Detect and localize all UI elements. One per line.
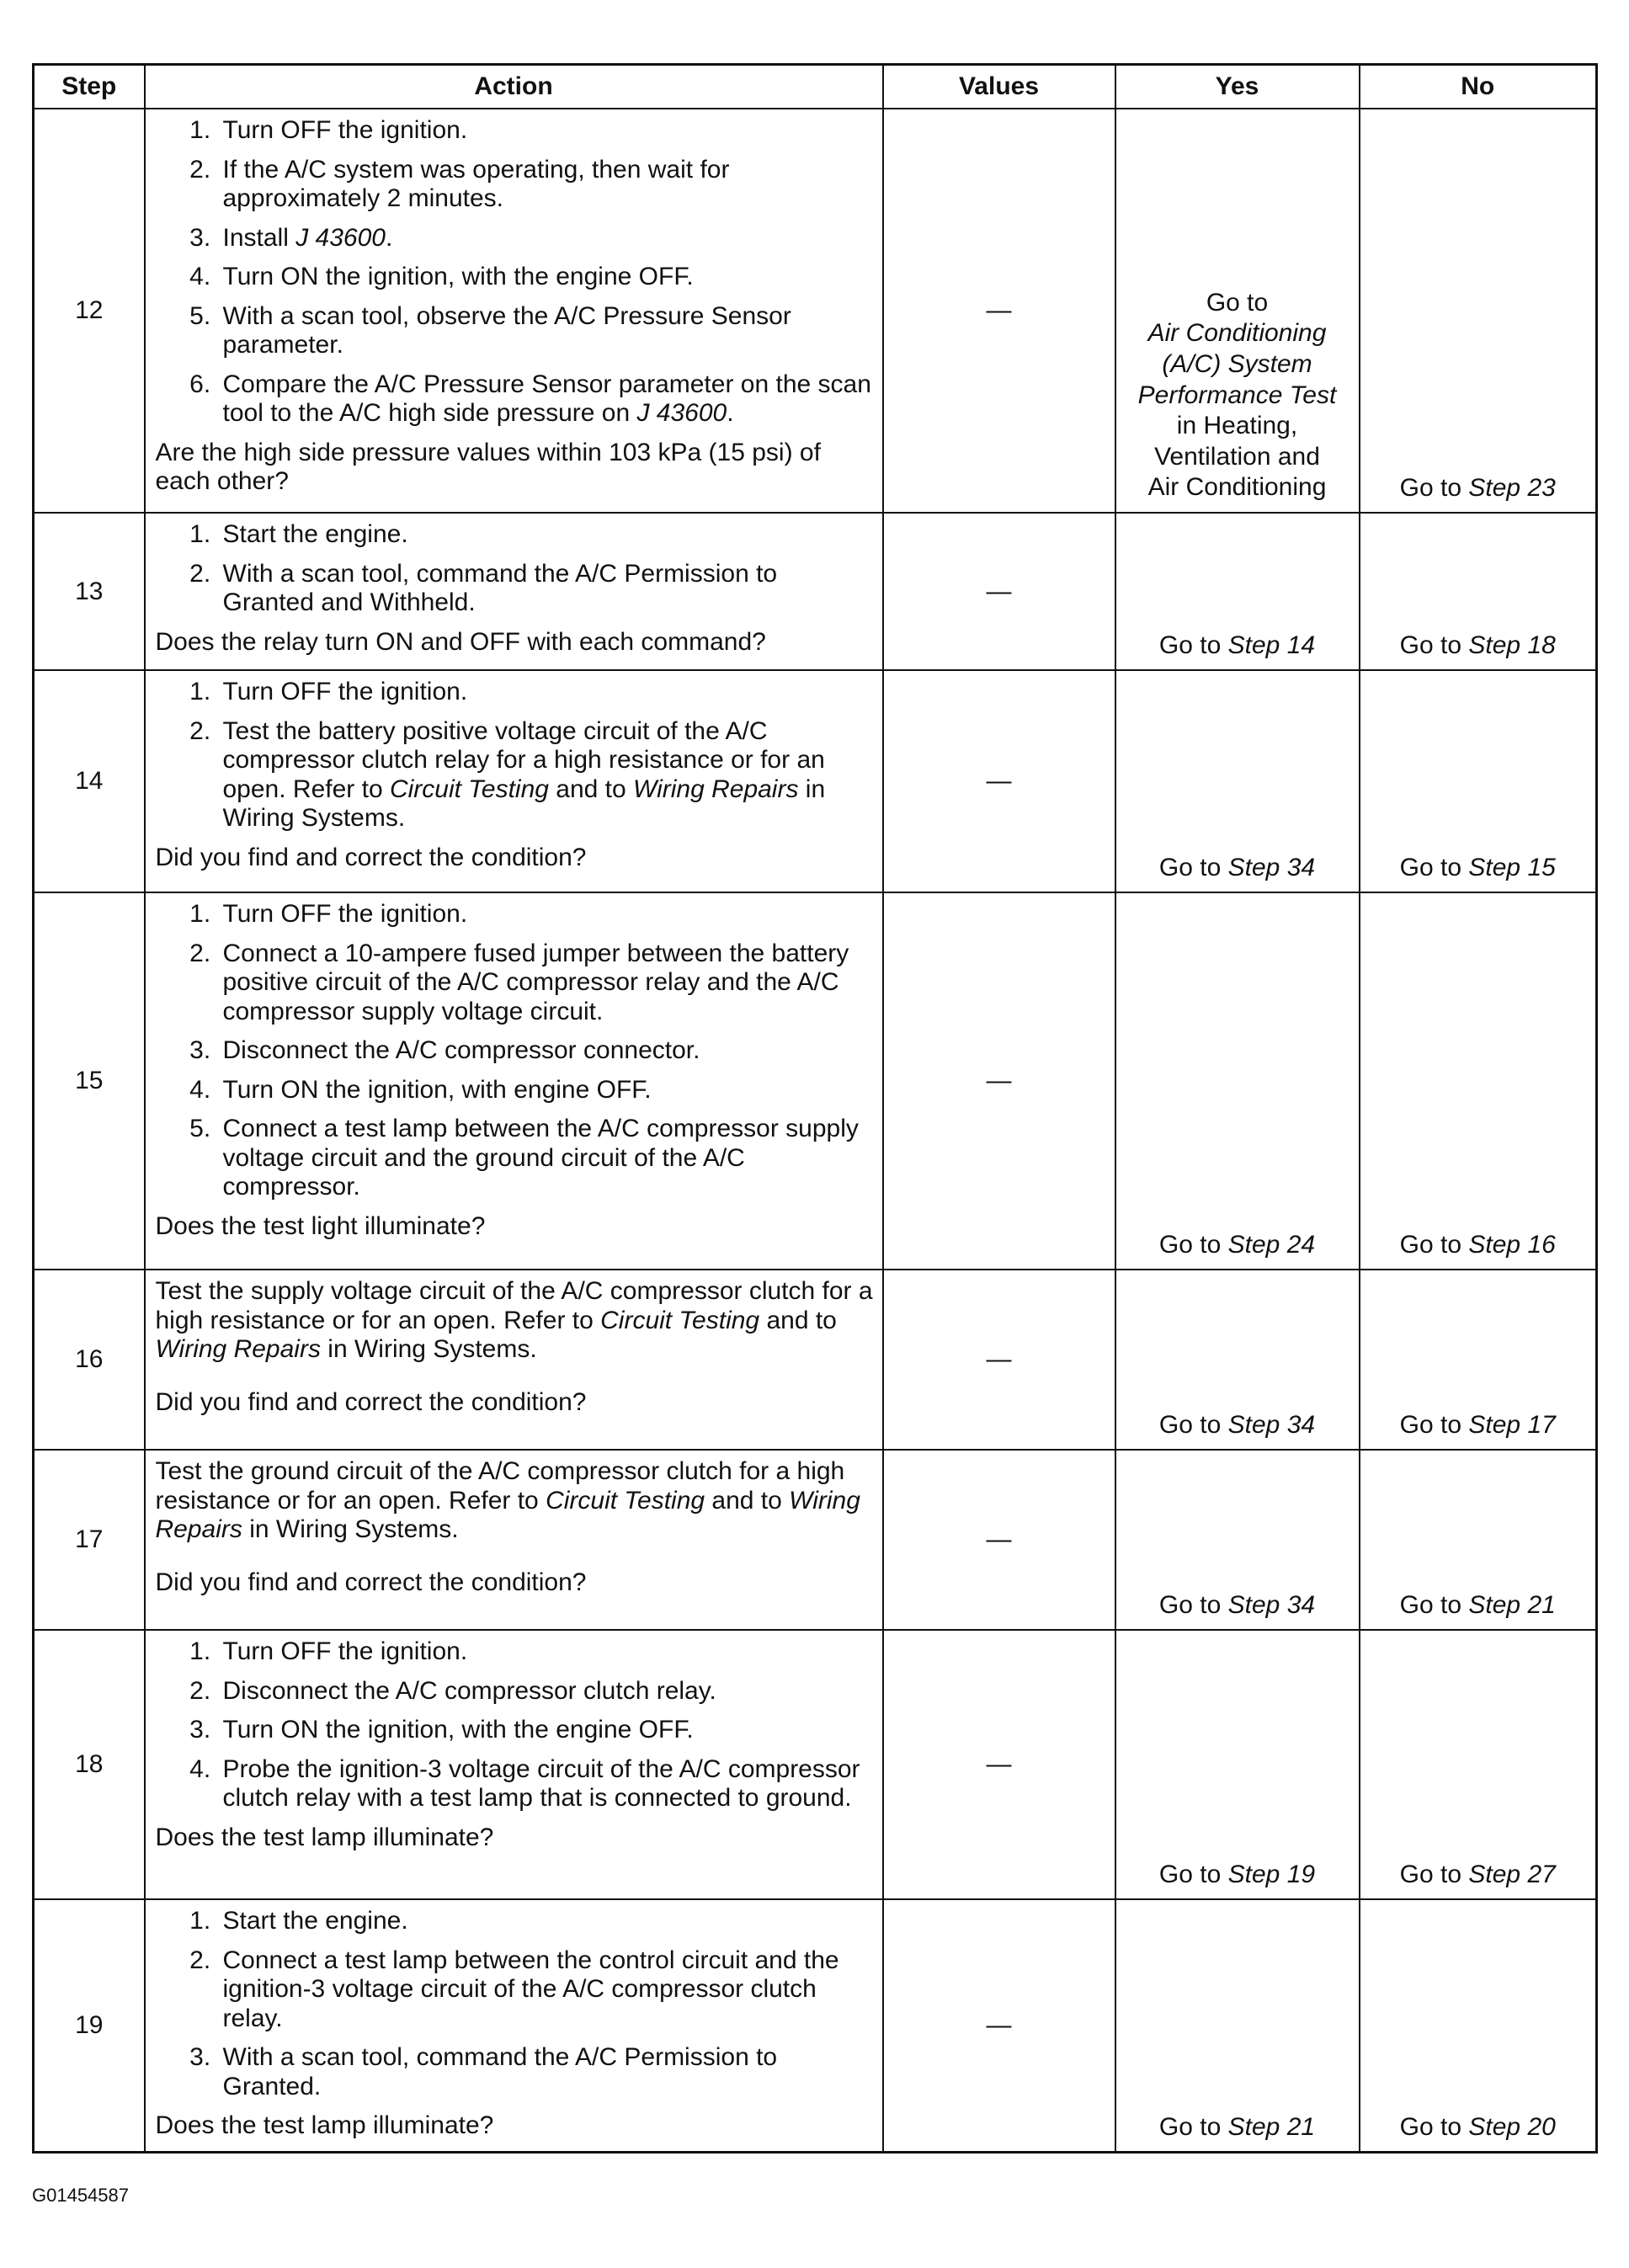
action-cell: [145, 1270, 883, 1450]
tool-ref: J 43600: [636, 399, 727, 427]
action-list: [156, 1637, 874, 1813]
yes-cell: Go to Step 19: [1115, 1630, 1360, 1899]
step-number: 13: [34, 513, 145, 670]
yes-line: in Heating,: [1176, 412, 1298, 440]
yes-line: Air Conditioning: [1147, 473, 1327, 502]
no-cell: Go to Step 15: [1360, 670, 1597, 892]
question: Does the test lamp illuminate?: [155, 1823, 494, 1851]
table-row: [34, 1899, 1597, 2152]
action-list: [156, 900, 874, 1202]
no-cell: Go to Step 21: [1360, 1450, 1597, 1630]
header-values: Values: [883, 65, 1115, 109]
table-row: [34, 1270, 1597, 1450]
question: Did you find and correct the condition?: [155, 1387, 587, 1416]
diagnostic-table-container: [32, 63, 1595, 2154]
no-cell: Go to Step 16: [1360, 892, 1597, 1270]
action-item: 1. Turn OFF the ignition.: [218, 900, 874, 929]
action-cell: [145, 1630, 883, 1899]
ref-link[interactable]: Circuit Testing: [600, 1306, 760, 1334]
action-list: [156, 116, 874, 429]
step-link[interactable]: Step 17: [1468, 1411, 1556, 1439]
action-cell: [145, 513, 883, 670]
action-text: Test the supply voltage circuit of the A/C compressor clutch for a high resistance or for an open. Refer to Circuit Testing and to Wiring Repairs in Wiring Systems.: [155, 1277, 873, 1363]
step-link[interactable]: Step 14: [1227, 631, 1316, 659]
action-item: 4. Turn ON the ignition, with the engine OFF.: [218, 263, 874, 292]
values-cell: —: [883, 892, 1115, 1270]
action-item: 3. Install J 43600.: [218, 224, 874, 253]
action-item: 2. Test the battery positive voltage circuit of the A/C compressor clutch relay for a high resistance or for an open. Refer to Circuit Testing and to Wiring Repairs in Wiring Systems.: [218, 717, 874, 833]
table-row: [34, 109, 1597, 513]
values-cell: —: [883, 670, 1115, 892]
step-number: 17: [34, 1450, 145, 1630]
yes-cell: Go to Step 34: [1115, 670, 1360, 892]
no-cell: Go to Step 23: [1360, 109, 1597, 513]
action-item: 3. With a scan tool, command the A/C Permission to Granted.: [218, 2043, 874, 2101]
action-item: 5. With a scan tool, observe the A/C Pressure Sensor parameter.: [218, 302, 874, 360]
step-link[interactable]: Step 20: [1468, 2112, 1556, 2141]
action-item: 2. Connect a test lamp between the control circuit and the ignition-3 voltage circuit of the A/C compressor clutch relay.: [218, 1946, 874, 2034]
table-row: [34, 670, 1597, 892]
action-list: [156, 1907, 874, 2101]
ref-link[interactable]: Wiring Repairs: [633, 775, 799, 803]
values-cell: —: [883, 513, 1115, 670]
action-item: 1. Turn OFF the ignition.: [218, 116, 874, 146]
header-action: Action: [145, 65, 883, 109]
action-item: 1. Turn OFF the ignition.: [218, 678, 874, 707]
ref-link[interactable]: Wiring Repairs: [155, 1486, 860, 1543]
action-item: 3. Disconnect the A/C compressor connector.: [218, 1036, 874, 1066]
action-item: 1. Start the engine.: [218, 520, 874, 550]
header-no: No: [1360, 65, 1597, 109]
question: Did you find and correct the condition?: [155, 1568, 587, 1596]
action-item: 4. Turn ON the ignition, with engine OFF.: [218, 1076, 874, 1105]
action-item: 2. With a scan tool, command the A/C Permission to Granted and Withheld.: [218, 560, 874, 618]
action-cell: [145, 1899, 883, 2152]
step-link[interactable]: Step 24: [1227, 1231, 1316, 1259]
step-link[interactable]: Step 21: [1227, 2112, 1316, 2141]
step-link[interactable]: Step 15: [1468, 854, 1556, 881]
step-link[interactable]: Step 34: [1227, 854, 1316, 881]
step-number: 16: [34, 1270, 145, 1450]
no-cell: Go to Step 17: [1360, 1270, 1597, 1450]
step-number: 14: [34, 670, 145, 892]
step-link[interactable]: Step 19: [1227, 1861, 1316, 1888]
yes-link[interactable]: Air Conditioning (A/C) System Performance Test: [1137, 319, 1337, 409]
action-cell: [145, 1450, 883, 1630]
values-cell: —: [883, 109, 1115, 513]
question: Did you find and correct the condition?: [155, 843, 587, 871]
question: Does the test lamp illuminate?: [155, 2111, 494, 2139]
header-yes: Yes: [1115, 65, 1360, 109]
yes-cell: Go to Step 21: [1115, 1899, 1360, 2152]
action-text: Test the ground circuit of the A/C compressor clutch for a high resistance or for an open. Refer to Circuit Testing and to Wiring Repairs in Wiring Systems.: [155, 1457, 860, 1543]
action-item: 2. Connect a 10-ampere fused jumper between the battery positive circuit of the A/C compressor relay and the A/C compressor supply voltage circuit.: [218, 940, 874, 1027]
step-number: 15: [34, 892, 145, 1270]
values-cell: —: [883, 1270, 1115, 1450]
no-cell: Go to Step 27: [1360, 1630, 1597, 1899]
question: Does the relay turn ON and OFF with each command?: [155, 627, 766, 656]
action-item: 4. Probe the ignition-3 voltage circuit of the A/C compressor clutch relay with a test lamp that is connected to ground.: [218, 1755, 874, 1813]
values-cell: —: [883, 1899, 1115, 2152]
no-cell: Go to Step 20: [1360, 1899, 1597, 2152]
yes-cell: Go to Step 34: [1115, 1270, 1360, 1450]
values-cell: —: [883, 1630, 1115, 1899]
action-cell: [145, 109, 883, 513]
action-item: 1. Start the engine.: [218, 1907, 874, 1936]
action-item: 5. Connect a test lamp between the A/C compressor supply voltage circuit and the ground circuit of the A/C compressor.: [218, 1115, 874, 1202]
step-number: 12: [34, 109, 145, 513]
action-cell: [145, 892, 883, 1270]
step-link[interactable]: Step 23: [1468, 474, 1556, 502]
step-link[interactable]: Step 34: [1227, 1591, 1316, 1619]
action-item: 1. Turn OFF the ignition.: [218, 1637, 874, 1667]
yes-cell: Go to Step 24: [1115, 892, 1360, 1270]
action-item: 2. If the A/C system was operating, then wait for approximately 2 minutes.: [218, 156, 874, 214]
table-row: [34, 892, 1597, 1270]
ref-link[interactable]: Circuit Testing: [389, 775, 549, 803]
table-row: [34, 513, 1597, 670]
action-item: 2. Disconnect the A/C compressor clutch relay.: [218, 1677, 874, 1706]
yes-cell: Go to Step 14: [1115, 513, 1360, 670]
action-list: [156, 520, 874, 618]
yes-cell: [1115, 109, 1360, 513]
step-link[interactable]: Step 18: [1468, 631, 1556, 659]
action-item: 6. Compare the A/C Pressure Sensor parameter on the scan tool to the A/C high side pressure on J 43600.: [218, 370, 874, 429]
action-item: 3. Turn ON the ignition, with the engine OFF.: [218, 1716, 874, 1745]
header-step: Step: [34, 65, 145, 109]
ref-link[interactable]: Circuit Testing: [546, 1486, 705, 1515]
header-row: [34, 65, 1597, 109]
step-number: 18: [34, 1630, 145, 1899]
yes-line: Ventilation and: [1154, 442, 1320, 471]
question: Are the high side pressure values within 103 kPa (15 psi) of each other?: [155, 438, 821, 495]
tool-ref: J 43600: [295, 223, 386, 252]
ref-link[interactable]: Wiring Repairs: [155, 1335, 321, 1363]
yes-line: Go to: [1206, 288, 1269, 317]
step-number: 19: [34, 1899, 145, 2152]
step-link[interactable]: Step 34: [1227, 1411, 1316, 1439]
step-link[interactable]: Step 16: [1468, 1231, 1556, 1259]
table-row: [34, 1450, 1597, 1630]
action-cell: [145, 670, 883, 892]
no-cell: Go to Step 18: [1360, 513, 1597, 670]
yes-cell: Go to Step 34: [1115, 1450, 1360, 1630]
step-link[interactable]: Step 27: [1468, 1861, 1556, 1888]
action-list: [156, 678, 874, 833]
values-cell: —: [883, 1450, 1115, 1630]
step-link[interactable]: Step 21: [1468, 1591, 1556, 1619]
table-row: [34, 1630, 1597, 1899]
question: Does the test light illuminate?: [155, 1211, 486, 1240]
figure-id: G01454587: [32, 2185, 129, 2206]
diagnostic-table: [32, 63, 1598, 2154]
